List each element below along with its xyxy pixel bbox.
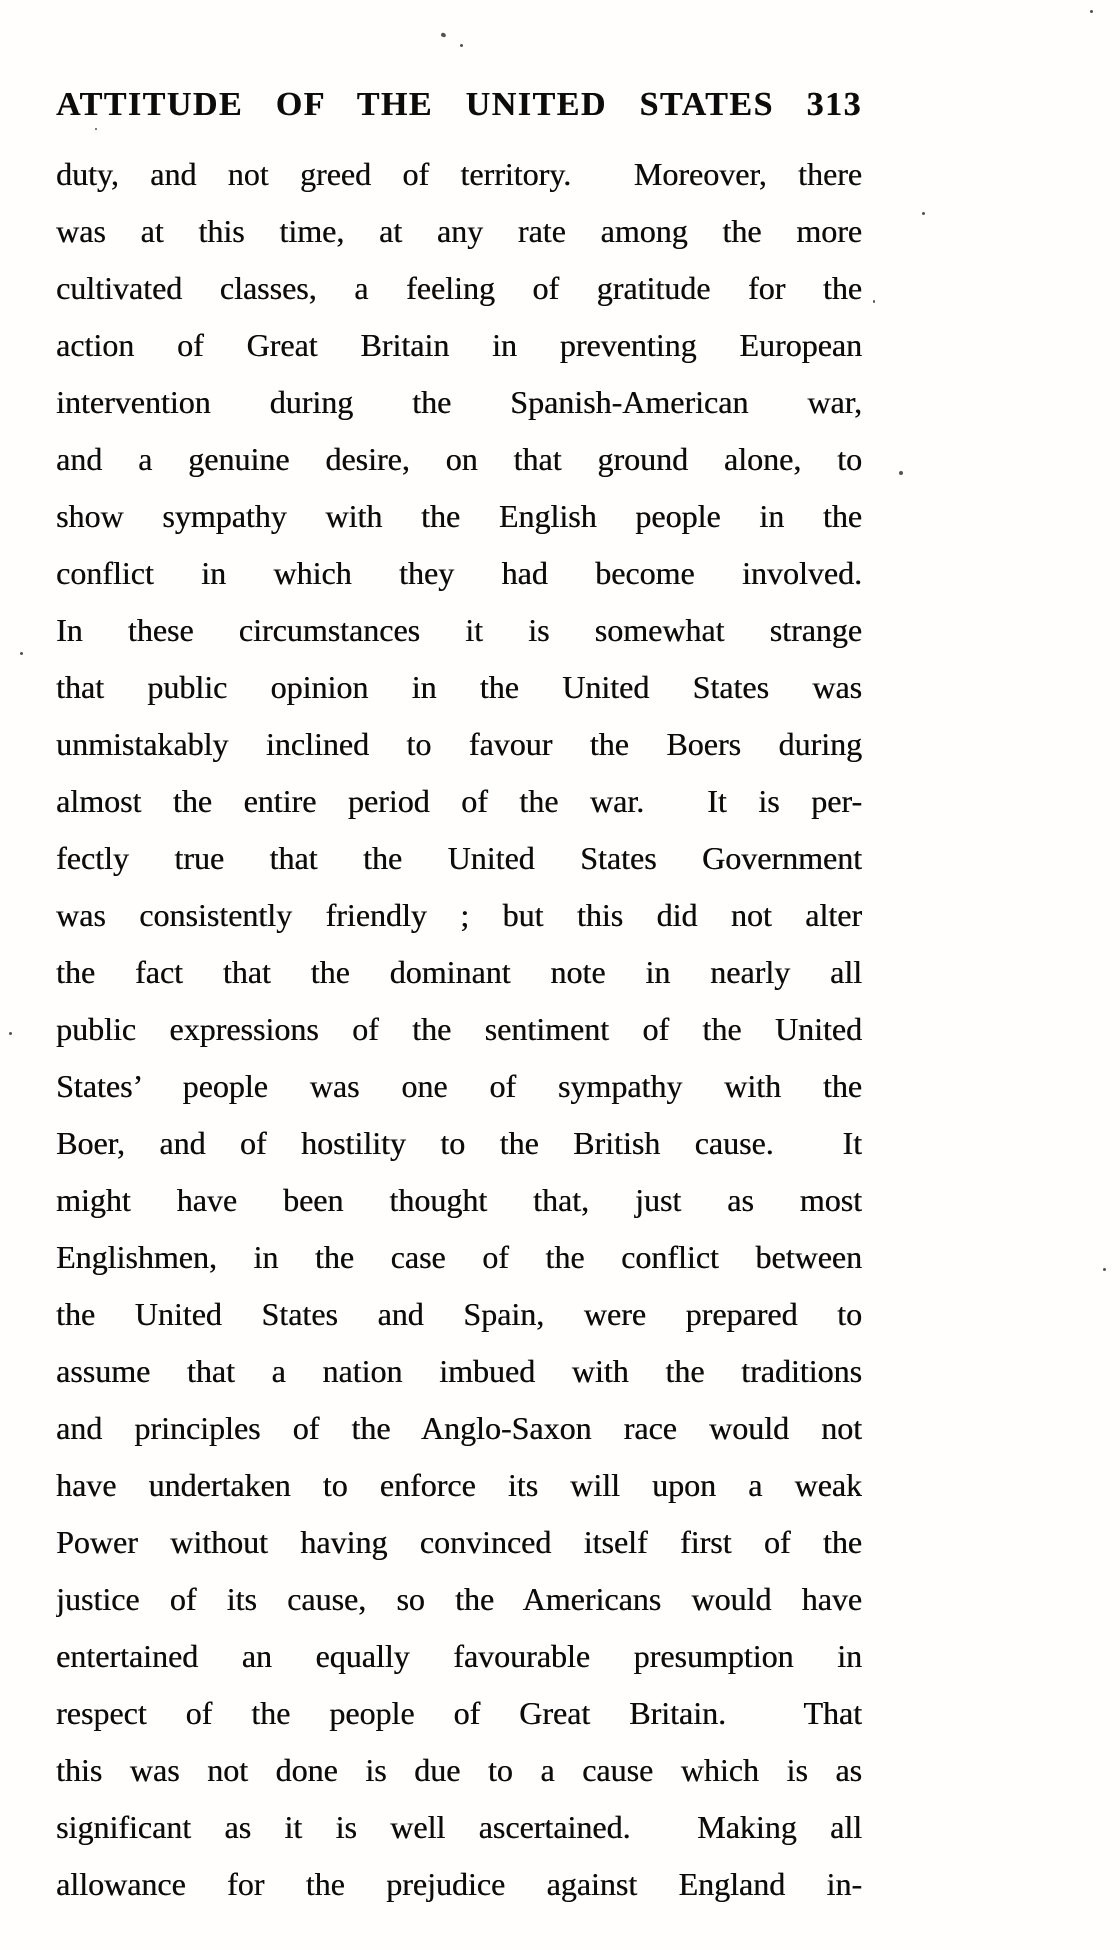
scan-speck <box>20 652 23 655</box>
scan-speck <box>1090 10 1093 13</box>
text-line: and principles of the Anglo-Saxon race would not <box>56 1410 862 1446</box>
scan-speck <box>873 300 875 303</box>
text-line: fectly true that the United States Government <box>56 840 862 876</box>
scan-speck <box>899 471 903 475</box>
scan-speck <box>440 32 446 37</box>
text-line: cultivated classes, a feeling of gratitude for the <box>56 270 862 306</box>
page-number: 313 <box>806 86 863 123</box>
text-line: unmistakably inclined to favour the Boers during <box>56 726 862 762</box>
scan-speck <box>460 44 463 47</box>
text-line: significant as it is well ascertained. Making all <box>56 1809 862 1845</box>
scan-speck <box>922 212 925 215</box>
text-line: allowance for the prejudice against England in- <box>56 1866 862 1902</box>
running-header-title: ATTITUDE OF THE UNITED STATES <box>56 86 774 123</box>
text-line: In these circumstances it is somewhat strange <box>56 612 862 648</box>
text-block <box>56 84 862 1913</box>
text-line: almost the entire period of the war. It is per- <box>56 783 862 819</box>
text-line: Power without having convinced itself first of the <box>56 1524 862 1560</box>
body-text <box>56 146 862 1913</box>
text-line: was at this time, at any rate among the more <box>56 213 862 249</box>
running-header <box>56 84 862 126</box>
text-line: show sympathy with the English people in the <box>56 498 862 534</box>
text-line: intervention during the Spanish-American war, <box>56 384 862 420</box>
text-line: conflict in which they had become involved. <box>56 555 862 591</box>
text-line: the fact that the dominant note in nearly all <box>56 954 862 990</box>
text-line: States’ people was one of sympathy with the <box>56 1068 862 1104</box>
scan-speck <box>1103 1268 1106 1271</box>
text-line: duty, and not greed of territory. Moreover, there <box>56 156 862 192</box>
text-line: Englishmen, in the case of the conflict between <box>56 1239 862 1275</box>
text-line: and a genuine desire, on that ground alone, to <box>56 441 862 477</box>
text-line: might have been thought that, just as most <box>56 1182 862 1218</box>
text-line: respect of the people of Great Britain. That <box>56 1695 862 1731</box>
text-line: justice of its cause, so the Americans would have <box>56 1581 862 1617</box>
text-line: assume that a nation imbued with the traditions <box>56 1353 862 1389</box>
text-line: Boer, and of hostility to the British cause. It <box>56 1125 862 1161</box>
text-line: public expressions of the sentiment of the United <box>56 1011 862 1047</box>
text-line: have undertaken to enforce its will upon a weak <box>56 1467 862 1503</box>
text-line: action of Great Britain in preventing European <box>56 327 862 363</box>
text-line: entertained an equally favourable presumption in <box>56 1638 862 1674</box>
scan-speck <box>9 1032 12 1035</box>
text-line: the United States and Spain, were prepared to <box>56 1296 862 1332</box>
scan-speck <box>95 128 97 130</box>
text-line: this was not done is due to a cause which is as <box>56 1752 862 1788</box>
text-line: was consistently friendly ; but this did not alter <box>56 897 862 933</box>
text-line: that public opinion in the United States was <box>56 669 862 705</box>
